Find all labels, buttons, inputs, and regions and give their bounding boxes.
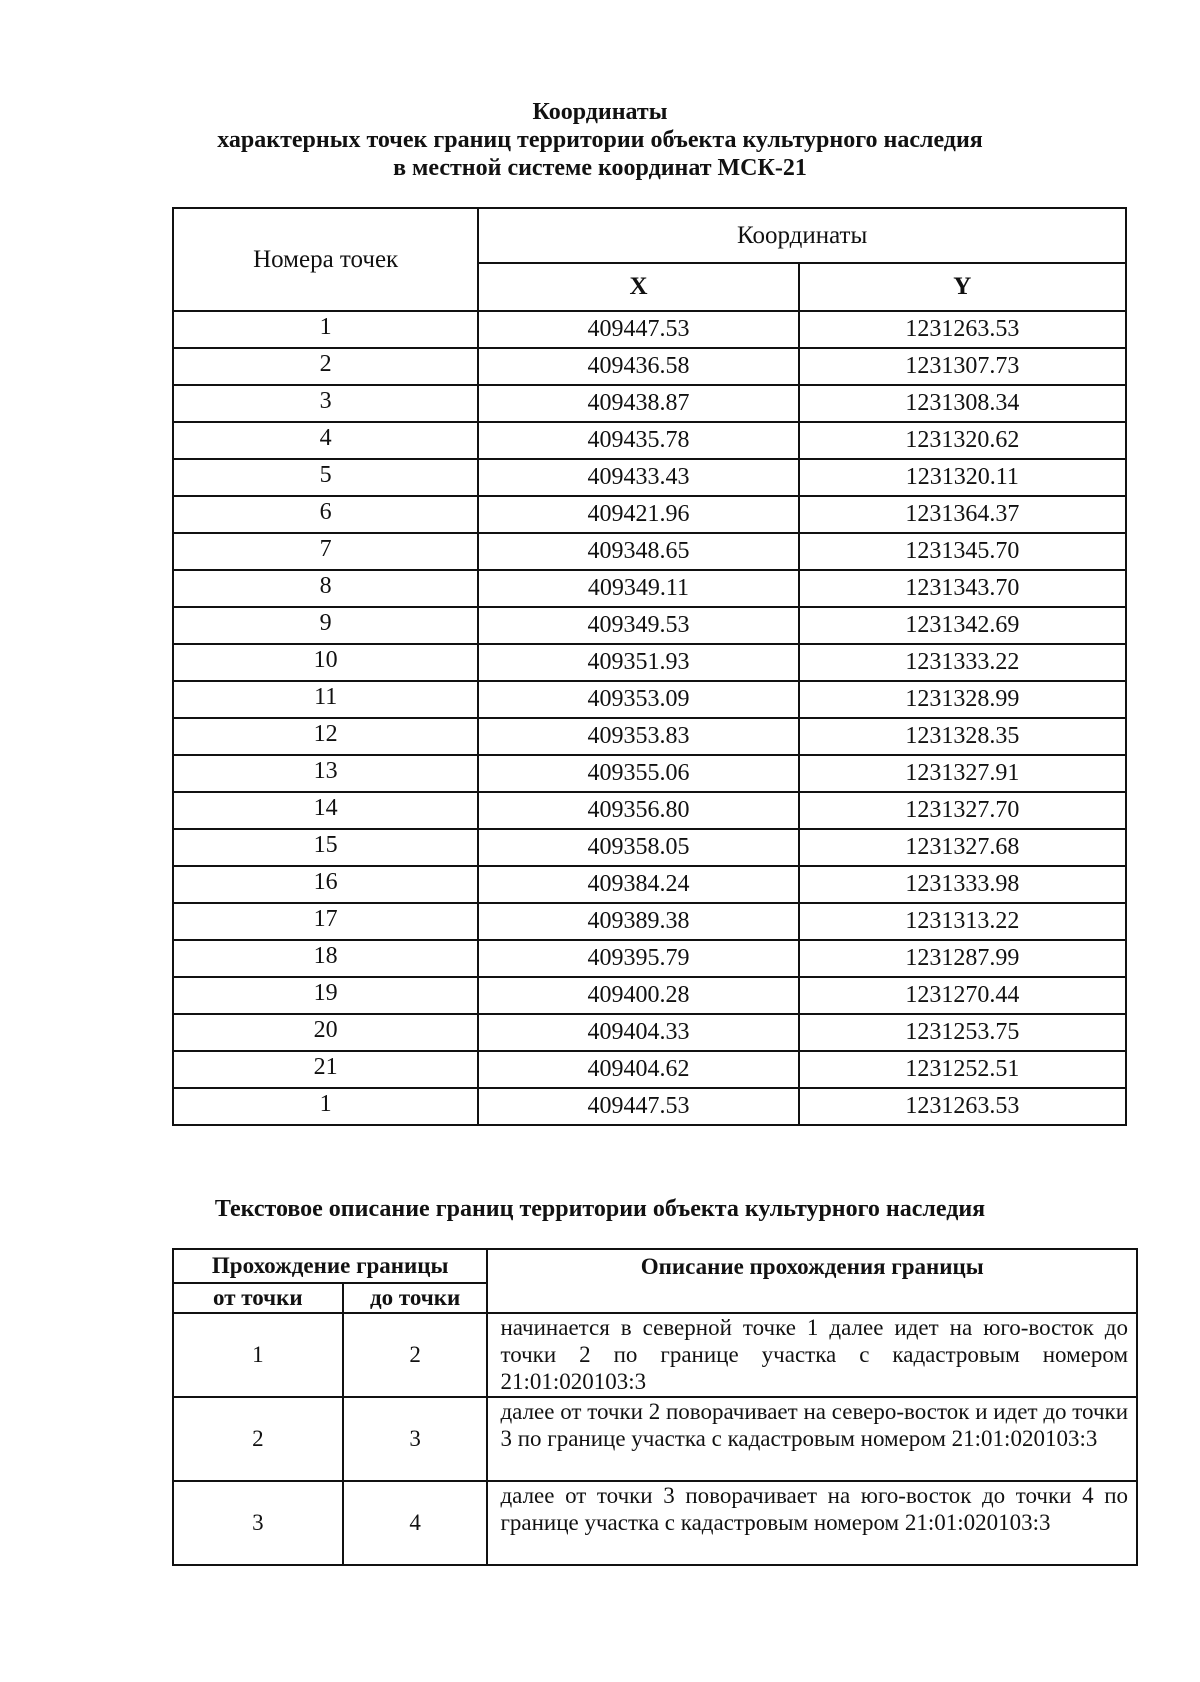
y-value: 1231252.51	[799, 1051, 1126, 1088]
x-value: 409384.24	[478, 866, 798, 903]
x-value: 409438.87	[478, 385, 798, 422]
point-number: 10	[173, 644, 478, 681]
x-value: 409348.65	[478, 533, 798, 570]
from-point: 1	[173, 1313, 343, 1397]
point-number: 17	[173, 903, 478, 940]
point-number: 13	[173, 755, 478, 792]
description-header: Описание прохождения границы	[487, 1249, 1137, 1313]
table-row	[173, 1481, 1137, 1565]
y-value: 1231313.22	[799, 903, 1126, 940]
to-header: до точки	[343, 1283, 488, 1313]
from-point: 3	[173, 1481, 343, 1565]
y-value: 1231253.75	[799, 1014, 1126, 1051]
x-value: 409356.80	[478, 792, 798, 829]
table-row	[173, 829, 1126, 866]
x-value: 409355.06	[478, 755, 798, 792]
table-row	[173, 348, 1126, 385]
table-row	[173, 607, 1126, 644]
x-header: X	[478, 263, 798, 311]
x-value: 409421.96	[478, 496, 798, 533]
table-row	[173, 422, 1126, 459]
point-number: 18	[173, 940, 478, 977]
table-row	[173, 311, 1126, 348]
table-row	[173, 1088, 1126, 1125]
table-row	[173, 496, 1126, 533]
y-value: 1231320.62	[799, 422, 1126, 459]
to-point: 4	[343, 1481, 488, 1565]
point-number: 15	[173, 829, 478, 866]
y-value: 1231263.53	[799, 1088, 1126, 1125]
coordinates-table	[172, 207, 1127, 1126]
y-value: 1231343.70	[799, 570, 1126, 607]
x-value: 409447.53	[478, 1088, 798, 1125]
y-value: 1231328.35	[799, 718, 1126, 755]
x-value: 409351.93	[478, 644, 798, 681]
table-row	[173, 570, 1126, 607]
y-header: Y	[799, 263, 1126, 311]
table-row	[173, 977, 1126, 1014]
x-value: 409436.58	[478, 348, 798, 385]
point-number: 14	[173, 792, 478, 829]
y-value: 1231333.22	[799, 644, 1126, 681]
table-row	[173, 1397, 1137, 1481]
y-value: 1231327.70	[799, 792, 1126, 829]
point-number: 5	[173, 459, 478, 496]
point-number: 12	[173, 718, 478, 755]
point-number: 21	[173, 1051, 478, 1088]
point-number: 9	[173, 607, 478, 644]
x-value: 409400.28	[478, 977, 798, 1014]
table-row	[173, 940, 1126, 977]
y-value: 1231364.37	[799, 496, 1126, 533]
point-number: 1	[173, 311, 478, 348]
y-value: 1231287.99	[799, 940, 1126, 977]
coordinates-title-line1: Координаты	[532, 99, 668, 125]
x-value: 409349.11	[478, 570, 798, 607]
boundary-description: далее от точки 2 поворачивает на северо-восток и идет до точки 3 по границе участка с кадастровым номером 21:01:020103:3	[487, 1397, 1137, 1481]
table-row	[173, 792, 1126, 829]
x-value: 409349.53	[478, 607, 798, 644]
y-value: 1231270.44	[799, 977, 1126, 1014]
x-value: 409404.33	[478, 1014, 798, 1051]
point-number: 7	[173, 533, 478, 570]
boundary-description: далее от точки 3 поворачивает на юго-восток до точки 4 по границе участка с кадастровым номером 21:01:020103:3	[487, 1481, 1137, 1565]
table-row	[173, 1051, 1126, 1088]
y-value: 1231320.11	[799, 459, 1126, 496]
to-point: 3	[343, 1397, 488, 1481]
point-number: 19	[173, 977, 478, 1014]
point-number: 4	[173, 422, 478, 459]
y-value: 1231345.70	[799, 533, 1126, 570]
x-value: 409433.43	[478, 459, 798, 496]
point-number: 1	[173, 1088, 478, 1125]
table-row	[173, 718, 1126, 755]
table-row	[173, 903, 1126, 940]
x-value: 409358.05	[478, 829, 798, 866]
coordinates-header: Координаты	[478, 208, 1126, 263]
point-number: 11	[173, 681, 478, 718]
boundary-description: начинается в северной точке 1 далее идет на юго-восток до точки 2 по границе участка с кадастровым номером 21:01:020103:3	[487, 1313, 1137, 1397]
from-point: 2	[173, 1397, 343, 1481]
table-row	[173, 755, 1126, 792]
points-header: Номера точек	[173, 208, 478, 311]
table-row	[173, 681, 1126, 718]
table-row	[173, 1313, 1137, 1397]
x-value: 409447.53	[478, 311, 798, 348]
y-value: 1231308.34	[799, 385, 1126, 422]
table-row	[173, 1014, 1126, 1051]
point-number: 20	[173, 1014, 478, 1051]
y-value: 1231328.99	[799, 681, 1126, 718]
x-value: 409353.09	[478, 681, 798, 718]
table-row	[173, 533, 1126, 570]
coordinates-title-line3: в местной системе координат МСК-21	[393, 155, 807, 181]
x-value: 409435.78	[478, 422, 798, 459]
table-row	[173, 459, 1126, 496]
x-value: 409404.62	[478, 1051, 798, 1088]
description-table	[172, 1248, 1138, 1566]
point-number: 2	[173, 348, 478, 385]
point-number: 3	[173, 385, 478, 422]
y-value: 1231263.53	[799, 311, 1126, 348]
to-point: 2	[343, 1313, 488, 1397]
y-value: 1231327.91	[799, 755, 1126, 792]
y-value: 1231327.68	[799, 829, 1126, 866]
point-number: 6	[173, 496, 478, 533]
x-value: 409353.83	[478, 718, 798, 755]
table-row	[173, 644, 1126, 681]
point-number: 8	[173, 570, 478, 607]
passage-header: Прохождение границы	[173, 1249, 487, 1283]
table-row	[173, 866, 1126, 903]
y-value: 1231333.98	[799, 866, 1126, 903]
y-value: 1231342.69	[799, 607, 1126, 644]
coordinates-title-line2: характерных точек границ территории объекта культурного наследия	[217, 127, 983, 153]
x-value: 409389.38	[478, 903, 798, 940]
x-value: 409395.79	[478, 940, 798, 977]
from-header: от точки	[173, 1283, 343, 1313]
y-value: 1231307.73	[799, 348, 1126, 385]
description-title: Текстовое описание границ территории объекта культурного наследия	[214, 1196, 986, 1222]
point-number: 16	[173, 866, 478, 903]
table-row	[173, 385, 1126, 422]
